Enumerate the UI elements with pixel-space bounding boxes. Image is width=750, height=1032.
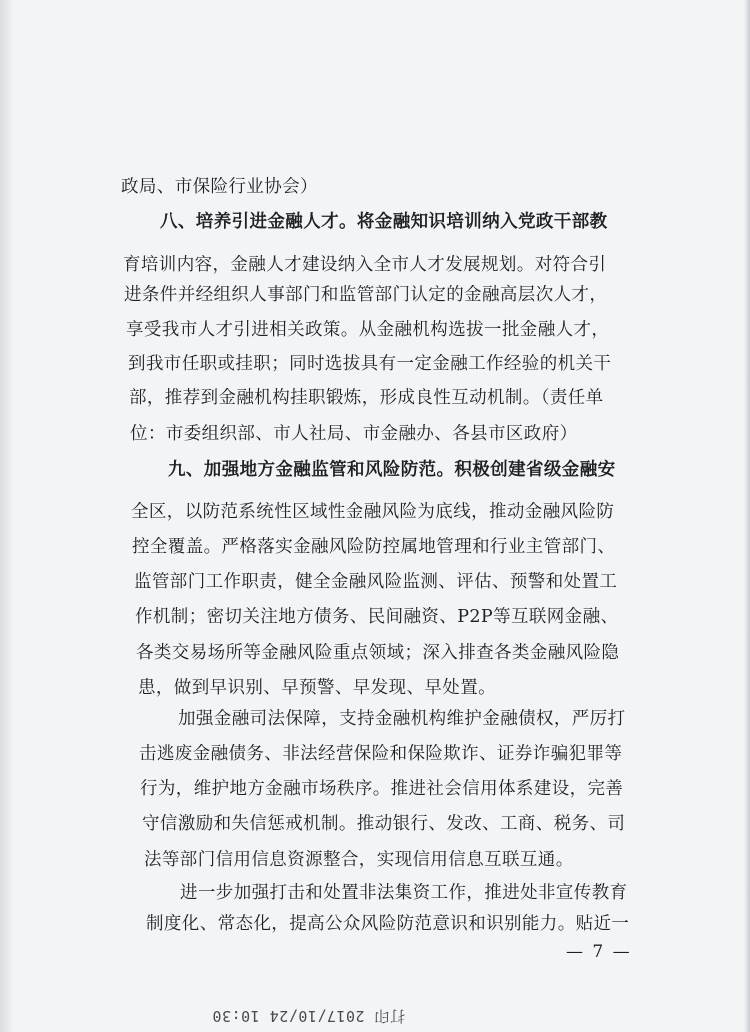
text-line: 行为，维护地方金融市场秩序。推进社会信用体系建设，完善 [140, 779, 624, 799]
text-line: 法等部门信用信息资源整合，实现信用信息互联互通。 [144, 850, 574, 870]
text-line: 到我市任职或挂职；同时选拔具有一定金融工作经验的机关干 [128, 354, 612, 374]
print-timestamp: 打印 2017/10/24 10:30 [212, 1007, 406, 1025]
paragraph-start-line: 进一步加强打击和处置非法集资工作，推进处非宣传教育 [180, 883, 628, 903]
text-line: 守信激励和失信惩戒机制。推动银行、发改、工商、税务、司 [142, 814, 626, 834]
text-line: 全区，以防范系统性区域性金融风险为底线，推动金融风险防 [131, 502, 615, 522]
page-number: — 7 — [566, 942, 632, 962]
text-line: 监管部门工作职责，健全金融风险监测、评估、预警和处置工 [134, 572, 618, 592]
section-heading-line: 八、培养引进金融人才。将金融知识培训纳入党政干部教 [160, 212, 608, 232]
text-line: 患，做到早识别、早预警、早发现、早处置。 [138, 678, 496, 698]
text-line: 进条件并经组织人事部门和监管部门认定的金融高层次人才， [124, 285, 608, 305]
text-line: 育培训内容，金融人才建设纳入全市人才发展规划。对符合引 [123, 255, 607, 275]
text-line: 各类交易场所等金融风险重点领域；深入排查各类金融风险隐 [136, 643, 620, 663]
text-line: 享受我市人才引进相关政策。从金融机构选拔一批金融人才， [126, 320, 610, 340]
text-line: 位：市委组织部、市人社局、市金融办、各县市区政府） [130, 424, 578, 444]
section-heading-line: 九、加强地方金融监管和风险防范。积极创建省级金融安 [168, 460, 616, 480]
text-line: 制度化、常态化，提高公众风险防范意识和识别能力。贴近一 [146, 914, 630, 934]
text-line: 部，推荐到金融机构挂职锻炼，形成良性互动机制。（责任单 [129, 388, 604, 408]
text-line: 击逃废金融债务、非法经营保险和保险欺诈、证券诈骗犯罪等 [139, 744, 623, 764]
text-line: 控全覆盖。严格落实金融风险防控属地管理和行业主管部门、 [132, 537, 616, 557]
text-line: 作机制；密切关注地方债务、民间融资、P2P等互联网金融、 [135, 607, 619, 627]
text-line: 政局、市保险行业协会） [121, 177, 318, 197]
paragraph-start-line: 加强金融司法保障，支持金融机构维护金融债权，严厉打 [178, 709, 626, 729]
